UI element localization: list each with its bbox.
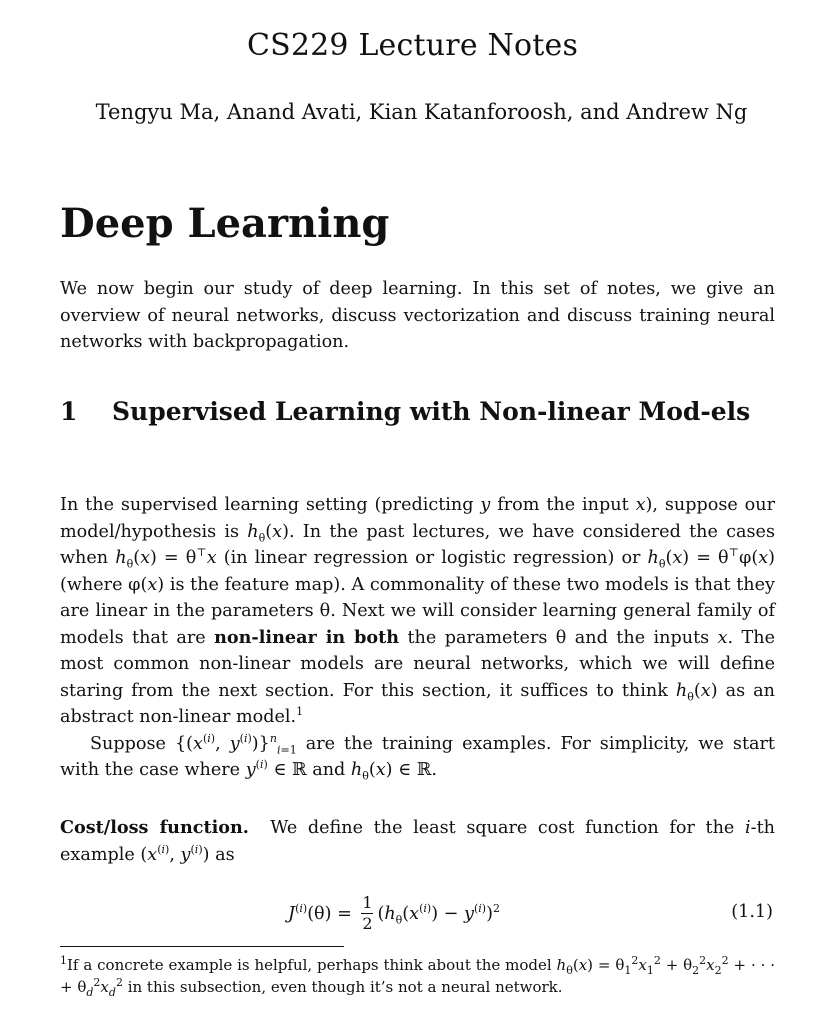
cost-paragraph: Cost/loss function. We define the least square cost function for the i-th example ($x^{(i)}$, $y^{(i)}$) as <box>60 817 775 865</box>
equation-body: $J^{(i)}(\theta)$ = $\frac{1}{2}$ $(h_\theta(x^{(i)}) - y^{(i)})^2$ <box>288 893 500 933</box>
chapter-title: Deep Learning <box>60 200 390 247</box>
intro-paragraph: We now begin our study of deep learning. In this set of notes, we give an overview of neural networks, discuss vectorization and discuss training neural networks with backpropagation. <box>60 279 775 352</box>
footnote-rule <box>60 946 344 947</box>
section-number: 1 <box>60 397 78 426</box>
section-body <box>60 492 775 784</box>
footnote: $^1$If a concrete example is helpful, perhaps think about the model $h_\theta(x) = \theta_1^2x_1^2 + \theta_2^2x_2^2$ + · · · + $\theta_d^2x_d^2$ in this subsection, even though it’s not a neural network. <box>60 954 775 999</box>
footnote-marker: 1 <box>296 705 304 719</box>
bold-phrase: non-linear in both <box>214 626 400 648</box>
author-list: Tengyu Ma, Anand Avati, Kian Katanforoosh, and Andrew Ng <box>95 100 748 124</box>
equation-1-1 <box>0 888 825 938</box>
equation-number: (1.1) <box>731 902 773 922</box>
paragraph-heading: Cost/loss function. <box>60 817 249 838</box>
paragraph-2: Suppose {($x^{(i)}$, $y^{(i)})\}^n_{i=1}$ are the training examples. For simplicity, we start with the case where $y^{(i)}$ ∈ ℝ and $h_\theta(x)$ ∈ ℝ. <box>60 731 775 783</box>
document-title: CS229 Lecture Notes <box>246 28 579 63</box>
section-heading <box>60 392 775 432</box>
section-title: Supervised Learning with Non-linear Mod-els <box>112 397 751 426</box>
fraction: $\frac{1}{2}$ <box>362 893 373 933</box>
paragraph-1: In the supervised learning setting (predicting y from the input x), suppose our model/hypothesis is $h_\theta(x)$. In the past lectures, we have considered the cases when $h_\theta(x) = \theta^⊤x$ (in linear regression or logistic regression) or $h_\theta(x) = \theta^⊤\varphi(x)$ (where φ(x) is the feature map). A commonality of these two models is that they are linear in the parameters θ. Next we will consider learning general family of models that are non-linear in both the parameters θ and the inputs x. The most common non-linear models are neural networks, which we will define staring from the next section. For this section, it suffices to think $h_\theta(x)$ as an abstract non-linear model.$^1$ <box>60 495 775 727</box>
